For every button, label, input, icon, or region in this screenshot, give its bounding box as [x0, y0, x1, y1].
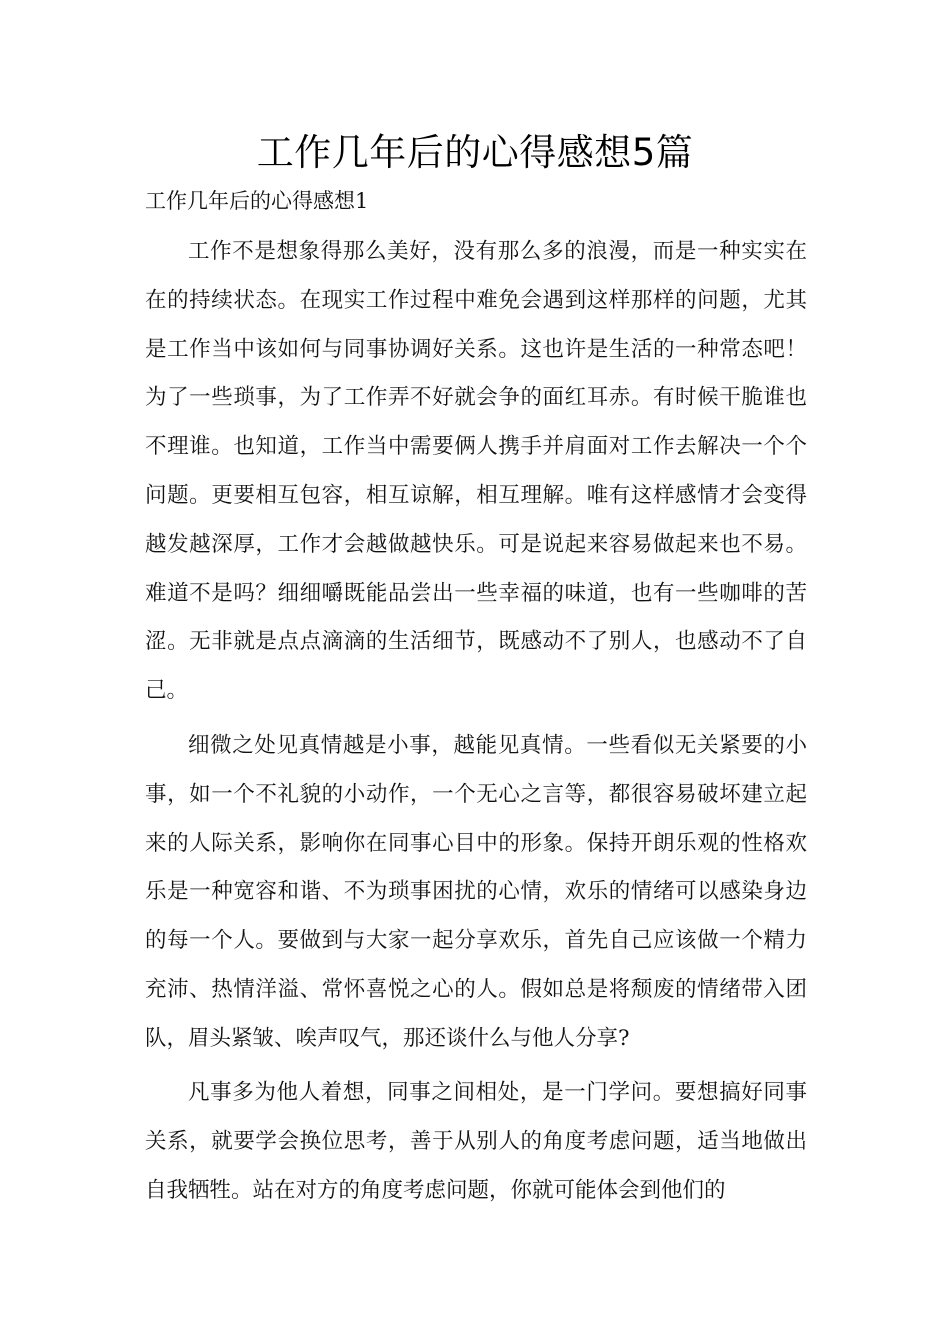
body-paragraph-2: 细微之处见真情越是小事，越能见真情。一些看似无关紧要的小事，如一个不礼貌的小动作，一个无心之言等，都很容易破坏建立起来的人际关系，影响你在同事心目中的形象。保持开朗乐观的性格欢乐是一种宽容和谐、不为琐事困扰的心情，欢乐的情绪可以感染身边的每一个人。要做到与大家一起分享欢乐，首先自己应该做一个精力充沛、热情洋溢、常怀喜悦之心的人。假如总是将颓废的情绪带入团队，眉头紧皱、唉声叹气，那还谈什么与他人分享?	[145, 733, 807, 1051]
section-heading: 工作几年后的心得感想1	[145, 189, 369, 213]
body-paragraph-3: 凡事多为他人着想，同事之间相处，是一门学问。要想搞好同事关系，就要学会换位思考，善于从别人的角度考虑问题，适当地做出自我牺牲。站在对方的角度考虑问题，你就可能体会到他们的	[145, 1080, 807, 1203]
body-paragraph-1: 工作不是想象得那么美好，没有那么多的浪漫，而是一种实实在在的持续状态。在现实工作过程中难免会遇到这样那样的问题，尤其是工作当中该如何与同事协调好关系。这也许是生活的一种常态吧！为了一些琐事，为了工作弄不好就会争的面红耳赤。有时候干脆谁也不理谁。也知道，工作当中需要俩人携手并肩面对工作去解决一个个问题。更要相互包容，相互谅解，相互理解。唯有这样感情才会变得越发越深厚，工作才会越做越快乐。可是说起来容易做起来也不易。难道不是吗？细细嚼既能品尝出一些幸福的味道，也有一些咖啡的苦涩。无非就是点点滴滴的生活细节，既感动不了别人，也感动不了自己。	[145, 239, 807, 704]
document-title: 工作几年后的心得感想5篇	[256, 131, 694, 174]
